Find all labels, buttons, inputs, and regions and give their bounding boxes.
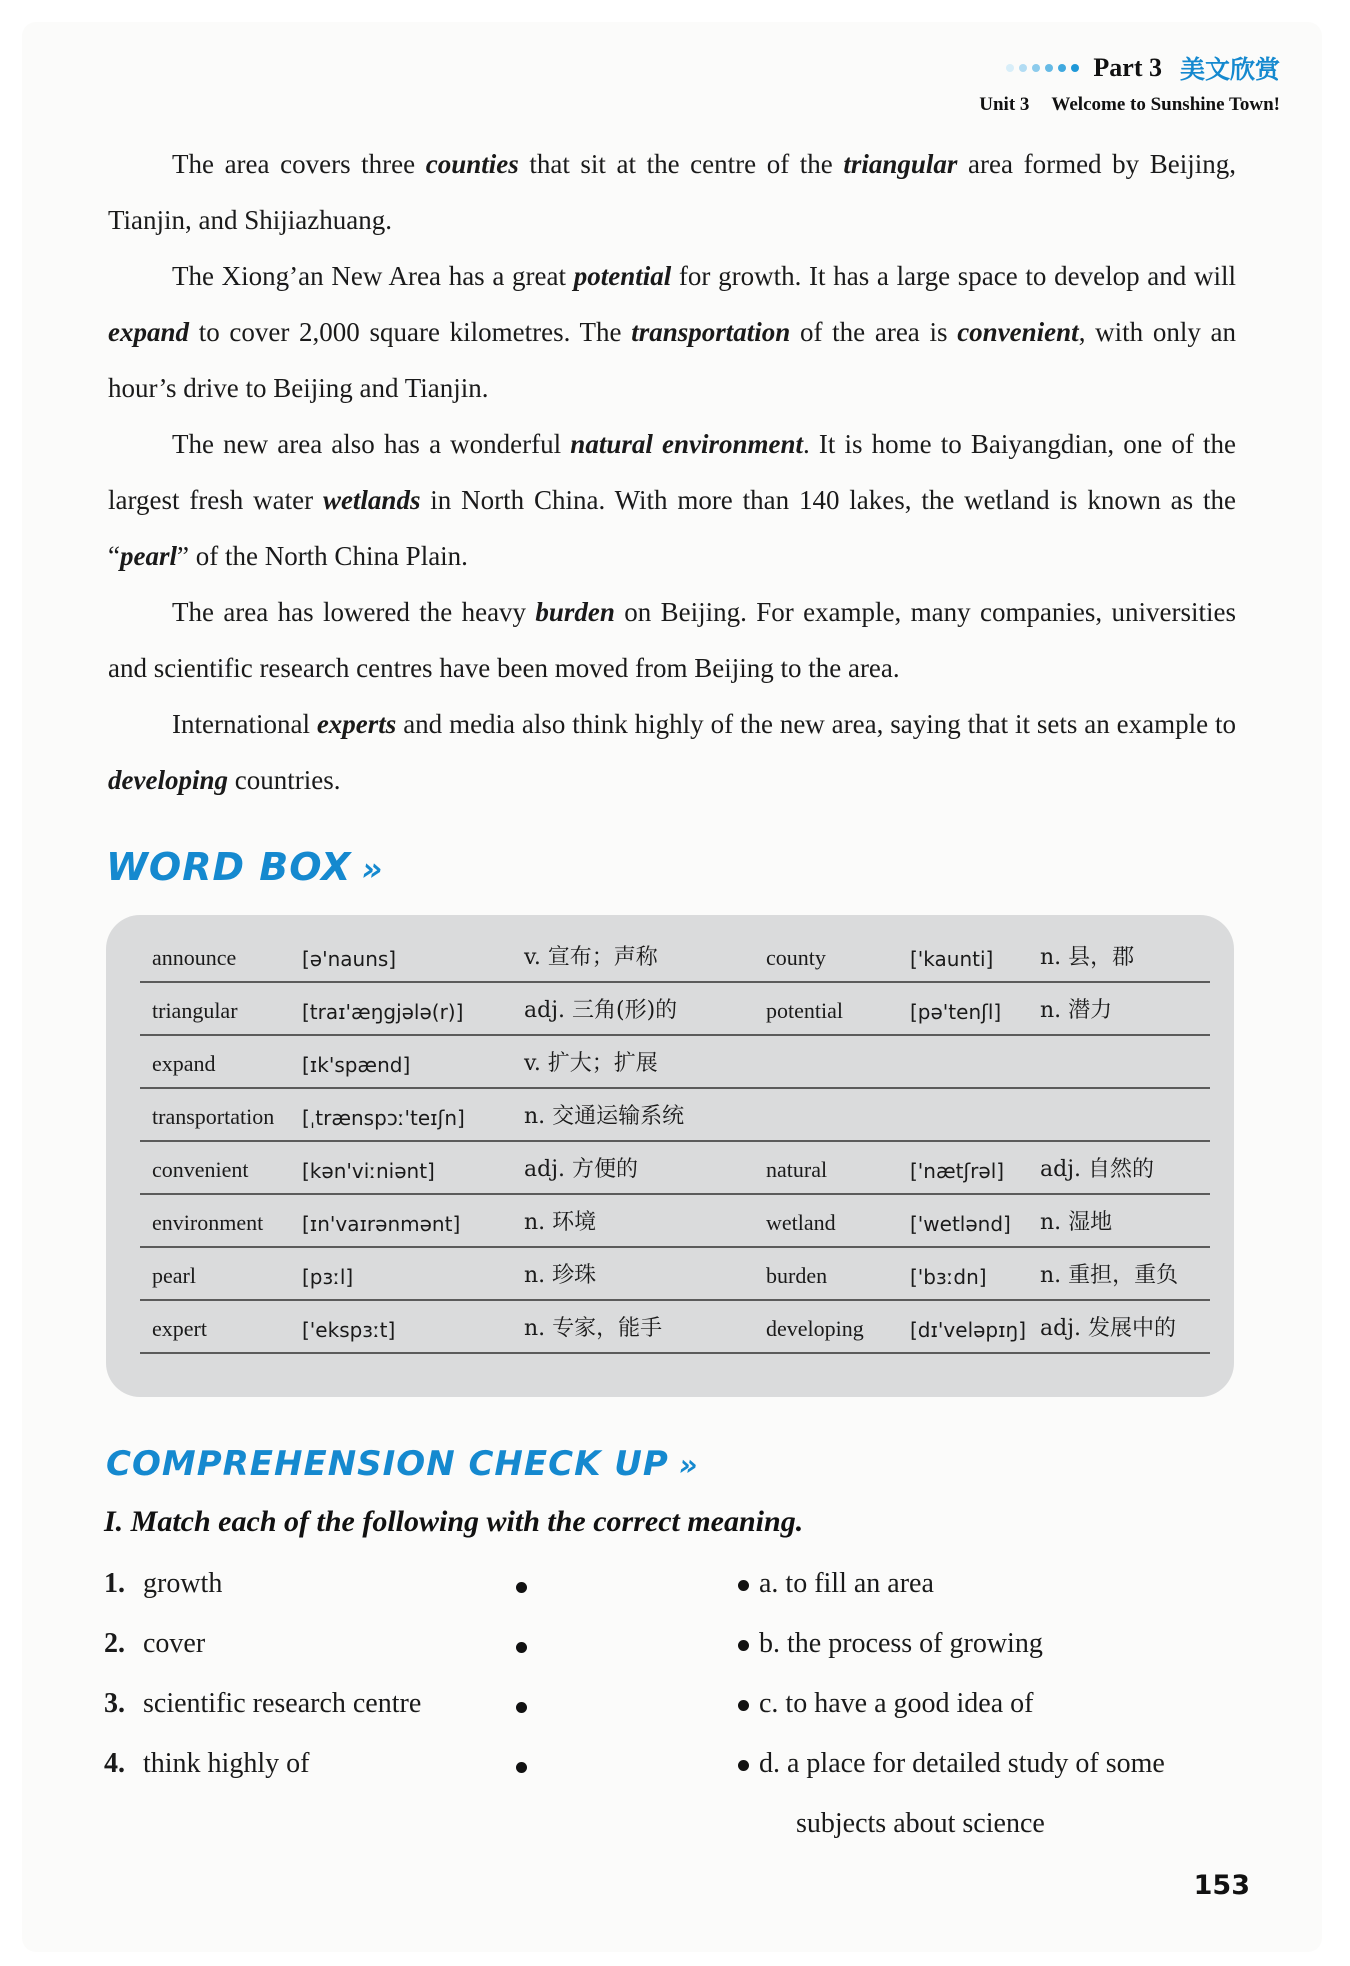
vocab-word: potential (766, 998, 843, 1023)
keyword: pearl (119, 541, 177, 571)
vocab-word: triangular (152, 998, 238, 1023)
comprehension-title: COMPREHENSION CHECK UP (106, 1444, 669, 1484)
vocab-meaning: v. 扩大；扩展 (524, 1051, 658, 1076)
vocab-word: convenient (152, 1157, 249, 1182)
item-text: scientific research centre (143, 1688, 422, 1719)
paragraph-text: The Xiong’an New Area has a great (172, 261, 574, 291)
word-box-table (106, 915, 1234, 1397)
vocab-meaning: adj. 自然的 (1040, 1157, 1155, 1182)
vocab-pronunciation: ['kaunti] (910, 947, 994, 971)
reading-passage (108, 136, 1236, 808)
paragraph (108, 696, 1236, 808)
unit-title: Welcome to Sunshine Town! (1051, 94, 1280, 115)
paragraph-text: International (172, 709, 317, 739)
vocab-pronunciation: [ə'nauns] (302, 947, 397, 971)
match-left-item (104, 1568, 222, 1600)
keyword: potential (573, 261, 672, 291)
vocab-meaning: n. 珍珠 (524, 1263, 597, 1288)
word-box-row (140, 1035, 1210, 1089)
header-part-line (979, 50, 1280, 86)
keyword: natural environment (570, 429, 803, 459)
vocab-meaning: n. 潜力 (1040, 998, 1113, 1023)
vocab-pronunciation: [ɪn'vaɪrənmənt] (302, 1212, 461, 1236)
vocab-word: county (766, 945, 826, 970)
double-arrow-icon: » (361, 850, 384, 888)
paragraph (108, 136, 1236, 248)
paragraph (108, 248, 1236, 416)
exercise-instruction: I. Match each of the following with the correct meaning. (104, 1505, 804, 1538)
match-dot-left[interactable] (516, 1582, 527, 1593)
word-box-row (140, 1300, 1210, 1354)
vocab-pronunciation: [pə'tenʃl] (910, 1000, 1002, 1024)
vocab-pronunciation: ['nætʃrəl] (910, 1159, 1005, 1183)
keyword: expand (108, 317, 189, 347)
vocab-word: expert (152, 1316, 207, 1341)
vocab-pronunciation: ['ekspɜːt] (302, 1318, 396, 1342)
vocab-pronunciation: [kən'viːniənt] (302, 1159, 435, 1183)
vocab-pronunciation: [dɪ'veləpɪŋ] (910, 1318, 1027, 1342)
page-header (979, 50, 1280, 116)
vocab-word: announce (152, 945, 237, 970)
paragraph-text: to cover 2,000 square kilometres. The (189, 317, 632, 347)
word-box-row (140, 1141, 1210, 1195)
keyword: experts (316, 709, 397, 739)
vocab-meaning: adj. 发展中的 (1040, 1316, 1177, 1341)
word-box-title: WORD BOX (106, 845, 352, 889)
keyword: burden (535, 597, 615, 627)
match-left-item (104, 1688, 421, 1720)
paragraph-text: and media also think highly of the new area, saying that it sets an example to (396, 709, 1236, 739)
vocab-pronunciation: [pɜːl] (302, 1265, 354, 1289)
vocab-meaning: adj. 方便的 (524, 1157, 639, 1182)
double-arrow-icon: » (678, 1448, 699, 1482)
keyword: developing (108, 765, 228, 795)
vocab-pronunciation: [ˌtrænspɔː'teɪʃn] (302, 1106, 465, 1130)
paragraph-text: for growth. It has a large space to develop and will (671, 261, 1236, 291)
item-text: think highly of (143, 1748, 310, 1779)
paragraph (108, 584, 1236, 696)
comprehension-heading (106, 1444, 699, 1484)
keyword: triangular (843, 149, 958, 179)
word-box-row (140, 1194, 1210, 1248)
vocab-word: pearl (152, 1263, 196, 1288)
paragraph-text: , with only an hour’s drive to Beijing and Tianjin. (108, 317, 1236, 403)
vocab-meaning: n. 专家，能手 (524, 1316, 663, 1341)
vocab-meaning: n. 县，郡 (1040, 945, 1135, 970)
header-unit-line (979, 94, 1280, 116)
vocab-pronunciation: ['wetlənd] (910, 1212, 1011, 1236)
keyword: wetlands (322, 485, 421, 515)
match-left-item (104, 1748, 309, 1780)
match-right-item (738, 1628, 1043, 1660)
vocab-word: expand (152, 1051, 216, 1076)
match-right-item (738, 1688, 1033, 1720)
item-text: growth (143, 1568, 223, 1599)
header-dots-icon (1006, 64, 1079, 72)
vocab-word: burden (766, 1263, 828, 1288)
paragraph-text: on Beijing. For example, many companies, universities and scientific research centres have been moved from Beijing to the area. (108, 597, 1236, 683)
match-right-item (738, 1748, 1165, 1780)
vocab-pronunciation: [ɪk'spænd] (302, 1053, 411, 1077)
match-dot-left[interactable] (516, 1762, 527, 1773)
part-label: Part 3 (1093, 53, 1162, 82)
meaning-text-continuation: subjects about science (796, 1808, 1045, 1839)
match-dot-left[interactable] (516, 1702, 527, 1713)
word-box-row (140, 1088, 1210, 1142)
vocab-word: developing (766, 1316, 864, 1341)
paragraph-text: of the area is (790, 317, 958, 347)
word-box-row (140, 982, 1210, 1036)
paragraph (108, 416, 1236, 584)
word-box-row (140, 1247, 1210, 1301)
paragraph-text: . It is home to Baiyangdian, one of the largest fresh water (108, 429, 1236, 515)
keyword: transportation (631, 317, 791, 347)
vocab-meaning: adj. 三角(形)的 (524, 998, 678, 1023)
vocab-word: environment (152, 1210, 264, 1235)
item-number: 1. (104, 1568, 125, 1599)
keyword: convenient (957, 317, 1079, 347)
vocab-pronunciation: ['bɜːdn] (910, 1265, 987, 1289)
keyword: counties (425, 149, 519, 179)
match-left-item (104, 1628, 205, 1660)
paragraph-text: in North China. With more than 140 lakes, the wetland is known as the “ (108, 485, 1236, 571)
vocab-word: natural (766, 1157, 828, 1182)
vocab-meaning: n. 湿地 (1040, 1210, 1113, 1235)
match-dot-left[interactable] (516, 1642, 527, 1653)
meaning-text: b. the process of growing (759, 1628, 1043, 1659)
item-number: 2. (104, 1628, 125, 1659)
part-chinese-title: 美文欣赏 (1179, 55, 1280, 84)
vocab-pronunciation: [traɪ'æŋgjələ(r)] (302, 1000, 464, 1024)
page-number: 153 (1193, 1870, 1250, 1901)
paragraph-text: that sit at the centre of the (518, 149, 844, 179)
vocab-meaning: v. 宣布；声称 (524, 945, 658, 970)
item-number: 4. (104, 1748, 125, 1779)
paragraph-text: area formed by Beijing, Tianjin, and Shijiazhuang. (108, 149, 1236, 235)
match-right-item (738, 1568, 934, 1600)
paragraph-text: ” of the North China Plain. (176, 541, 468, 571)
meaning-text: a. to fill an area (759, 1568, 934, 1599)
vocab-meaning: n. 重担，重负 (1040, 1263, 1179, 1288)
match-dot-right[interactable] (738, 1640, 749, 1651)
paragraph-text: The new area also has a wonderful (172, 429, 571, 459)
unit-label: Unit 3 (979, 94, 1030, 115)
vocab-meaning: n. 环境 (524, 1210, 597, 1235)
match-dot-right[interactable] (738, 1760, 749, 1771)
vocab-meaning: n. 交通运输系统 (524, 1104, 685, 1129)
paragraph-text: countries. (227, 765, 341, 795)
paragraph-text: The area has lowered the heavy (172, 597, 536, 627)
word-box-heading (106, 845, 383, 889)
vocab-word: transportation (152, 1104, 275, 1129)
item-text: cover (143, 1628, 206, 1659)
paragraph-text: The area covers three (172, 149, 426, 179)
match-dot-right[interactable] (738, 1700, 749, 1711)
item-number: 3. (104, 1688, 125, 1719)
match-dot-right[interactable] (738, 1580, 749, 1591)
meaning-text: d. a place for detailed study of some (759, 1748, 1165, 1779)
vocab-word: wetland (766, 1210, 836, 1235)
meaning-text: c. to have a good idea of (759, 1688, 1034, 1719)
word-box-row (140, 929, 1210, 983)
